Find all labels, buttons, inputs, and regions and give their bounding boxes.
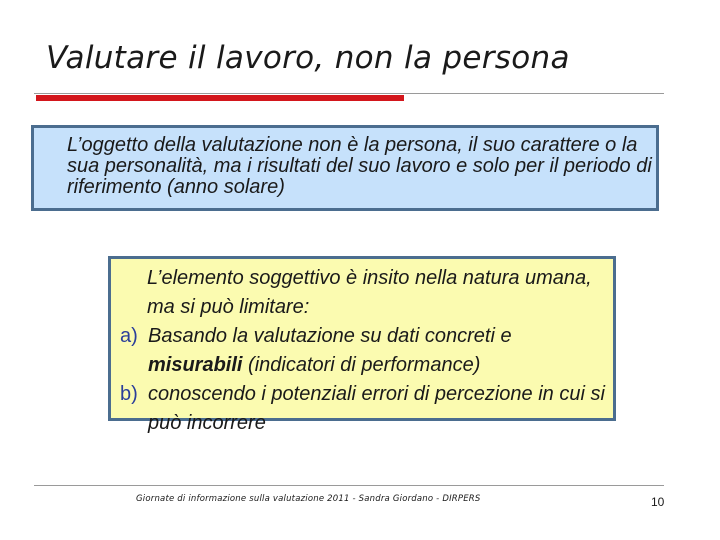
list-marker-a: a) <box>120 325 138 347</box>
list-item-a-text: Basando la valutazione su dati concreti e misurabili (indicatori di performance) <box>148 325 512 376</box>
principle-callout-box <box>31 125 659 211</box>
footer-divider-line <box>34 485 664 486</box>
emphasis-misurabili: misurabili <box>148 354 243 376</box>
page-number: 10 <box>651 495 665 509</box>
list-item-b <box>120 380 610 438</box>
list-item-b-text: conoscendo i potenziali errori di percezione in cui si può incorrere <box>148 383 605 434</box>
slide-title: Valutare il lavoro, non la persona <box>46 40 570 76</box>
subjectivity-intro-text: L’elemento soggettivo è insito nella natura umana, ma si può limitare: <box>147 267 592 318</box>
principle-callout-text: L’oggetto della valutazione non è la persona, il suo carattere o la sua personalità, ma i risultati del suo lavoro e solo per il periodo di riferimento (anno solare) <box>67 134 652 198</box>
list-item-a <box>120 322 610 380</box>
subjectivity-callout-box <box>108 256 616 434</box>
footer-caption: Giornate di informazione sulla valutazione 2011 - Sandra Giordano - DIRPERS <box>136 494 481 504</box>
title-divider-line <box>34 93 664 94</box>
list-marker-b: b) <box>120 383 138 405</box>
title-accent-bar <box>36 95 404 101</box>
